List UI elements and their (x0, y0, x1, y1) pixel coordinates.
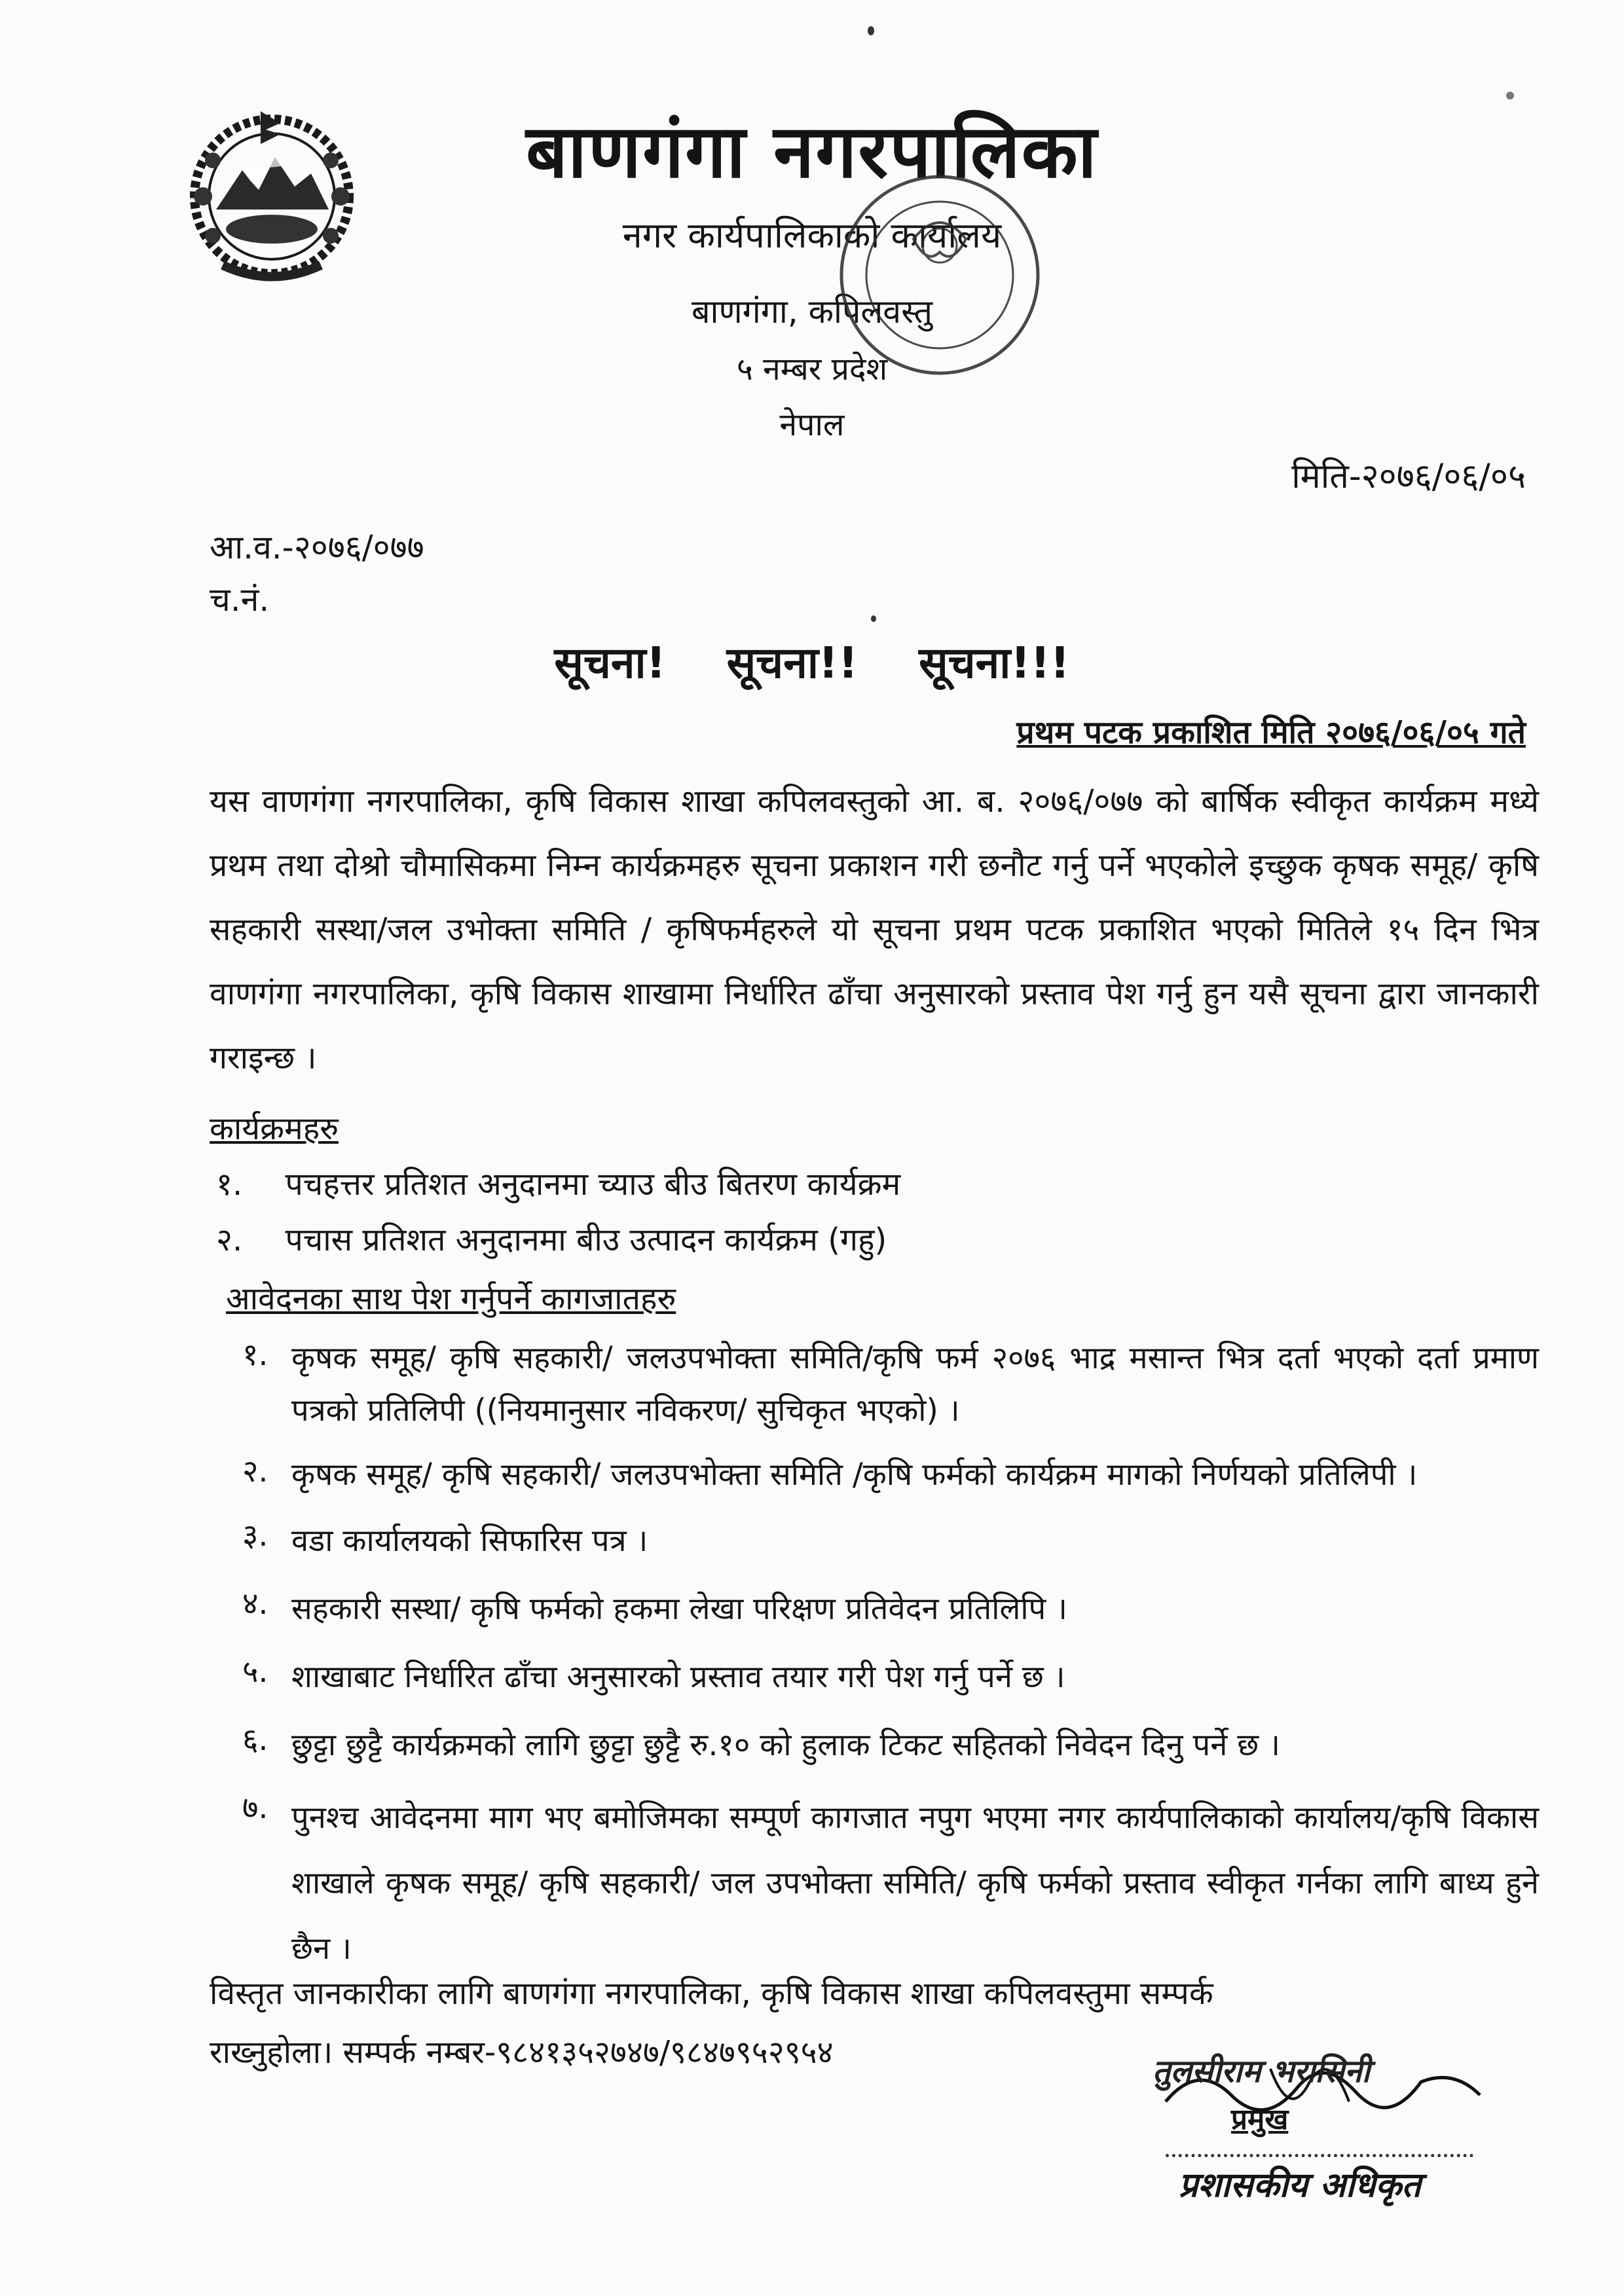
document-item (242, 1581, 1539, 1637)
contact-line-2: राख्नुहोला। सम्पर्क नम्बर-९८४१३५२७४७/९८४७९५२९५४ (210, 2034, 834, 2071)
signatory-name: तुलसीराम भरासिनी (1153, 2053, 1371, 2090)
document-number: ७. (242, 1790, 268, 1826)
scan-speck (1506, 92, 1514, 100)
document-text: वडा कार्यालयको सिफारिस पत्र । (291, 1523, 648, 1559)
document-item (242, 1332, 1539, 1437)
notice-heading: सूचना! सूचना!! सूचना!!! (554, 638, 1070, 688)
issue-date: मिति-२०७६/०६/०५ (1291, 457, 1526, 496)
signatory-title: प्रमुख (1231, 2103, 1289, 2136)
country-name: नेपाल (779, 407, 845, 443)
reference-number: च.नं. (210, 581, 270, 619)
document-item (242, 1717, 1539, 1774)
signatory-office: प्रशासकीय अधिकृत (1179, 2166, 1421, 2205)
document-text: कृषक समूह/ कृषि सहकारी/ जलउपभोक्ता समिति/कृषि फर्म २०७६ भाद्र मसान्त भित्र दर्ता भएको दर्ता प्रमाण पत्रको प्रतिलिपी ((नियमानुसार नविकरण/ सुचिकृत भएको) । (291, 1340, 1539, 1429)
fiscal-year: आ.व.-२०७६/०७७ (210, 528, 424, 566)
programs-heading: कार्यक्रमहरु (210, 1110, 339, 1147)
program-number: २. (216, 1222, 243, 1258)
document-number: १. (242, 1337, 268, 1373)
body-paragraph: यस वाणगंगा नगरपालिका, कृषि विकास शाखा कपिलवस्तुको आ. ब. २०७६/०७७ को बार्षिक स्वीकृत कार्यक्रम मध्ये प्रथम तथा दोश्रो चौमासिकमा निम्न कार्यक्रमहरु सूचना प्रकाशन गरी छनौट गर्नु पर्ने भएकोले इच्छुक कृषक समूह/ कृषि सहकारी सस्था/जल उभोक्ता समिति / कृषिफर्महरुले यो सूचना प्रथम पटक प्रकाशित भएको मितिले १५ दिन भित्र वाणगंगा नगरपालिका, कृषि विकास शाखामा निर्धारित ढाँचा अनुसारको प्रस्ताव पेश गर्नु हुन यसै सूचना द्वारा जानकारी गराइन्छ । (210, 783, 1539, 1076)
document-number: ३. (242, 1518, 268, 1554)
program-item (216, 1218, 887, 1260)
document-text: सहकारी सस्था/ कृषि फर्मको हकमा लेखा परिक्षण प्रतिवेदन प्रतिलिपि । (291, 1591, 1067, 1627)
municipality-title: बाणगंगा नगरपालिका (526, 109, 1098, 194)
signature-dotted-line (1166, 2154, 1473, 2157)
office-stamp (832, 167, 1048, 383)
document-item (242, 1449, 1539, 1501)
document-item (242, 1649, 1539, 1705)
document-item (242, 1785, 1539, 1982)
document-item (242, 1513, 1539, 1569)
document-text: शाखाबाट निर्धारित ढाँचा अनुसारको प्रस्ताव तयार गरी पेश गर्नु पर्ने छ । (291, 1659, 1065, 1695)
document-text: कृषक समूह/ कृषि सहकारी/ जलउपभोक्ता समिति /कृषि फर्मको कार्यक्रम मागको निर्णयको प्रतिलिपी । (291, 1457, 1418, 1493)
document-number: ४. (242, 1586, 268, 1622)
address-line-1: बाणगंगा, कपिलवस्तु (691, 293, 933, 331)
first-published-date: प्रथम पटक प्रकाशित मिति २०७६/०६/०५ गते (1016, 714, 1526, 751)
scan-speck (868, 26, 874, 35)
program-text: पचास प्रतिशत अनुदानमा बीउ उत्पादन कार्यक्रम (गहु) (285, 1222, 887, 1258)
document-number: ६. (242, 1722, 268, 1758)
document-number: २. (242, 1453, 268, 1489)
documents-heading: आवेदनका साथ पेश गर्नुपर्ने कागजातहरु (226, 1281, 676, 1317)
program-number: १. (216, 1166, 243, 1203)
contact-line-1: विस्तृत जानकारीका लागि बाणगंगा नगरपालिका, कृषि विकास शाखा कपिलवस्तुमा सम्पर्क (210, 1975, 1213, 2012)
program-text: पचहत्तर प्रतिशत अनुदानमा च्याउ बीउ बितरण कार्यक्रम (285, 1166, 901, 1203)
program-item (216, 1162, 900, 1205)
documents-list (242, 1332, 1539, 1994)
office-name: नगर कार्यपालिकाको कार्यालय (622, 215, 1002, 256)
address-line-2: ५ नम्बर प्रदेश (736, 351, 888, 388)
scan-speck (871, 615, 876, 622)
document-text: पुनश्च आवेदनमा माग भए बमोजिमका सम्पूर्ण कागजात नपुग भएमा नगर कार्यपालिकाको कार्यालय/कृषि विकास शाखाले कृषक समूह/ कृषि सहकारी/ जल उपभोक्ता समिति/ कृषि फर्मको प्रस्ताव स्वीकृत गर्नका लागि बाध्य हुने छैन । (291, 1800, 1539, 1967)
document-text: छुट्टा छुट्टै कार्यक्रमको लागि छुट्टा छुट्टै रु.१० को हुलाक टिकट सहितको निवेदन दिनु पर्ने छ । (291, 1727, 1280, 1763)
document-number: ५. (242, 1654, 268, 1690)
